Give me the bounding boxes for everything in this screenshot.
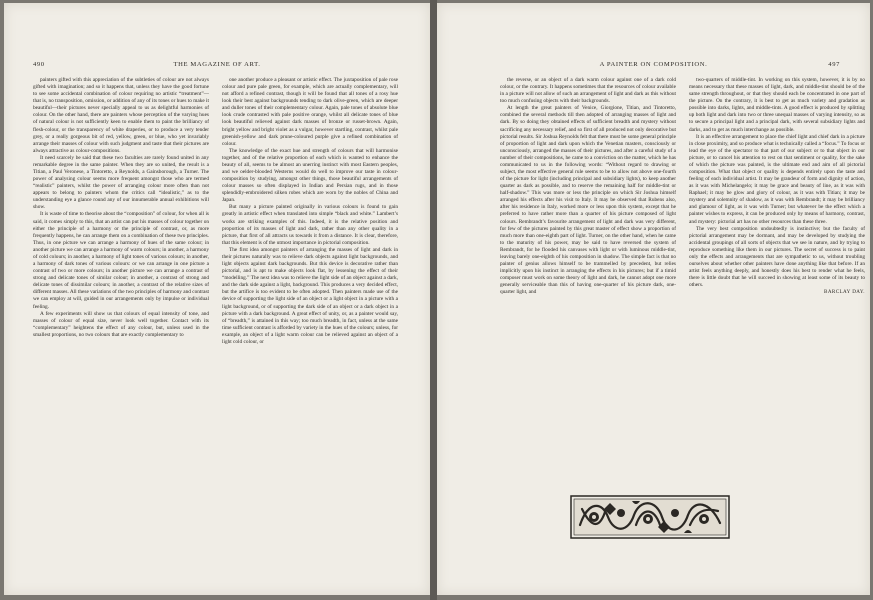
running-head: A PAINTER ON COMPOSITION. [599,61,708,68]
paragraph: At length the great painters of Venice, Giorgione, Titian, and Tintoretto, combined the several methods till then adopted of arranging masses of light and dark. By so doing they obtained effects of sufficient breadth and mystery without sacrificing any necessary relief, and so first of all produced not only decorative but pictorial results. Sir Joshua Reynolds felt that there must be some general principle of proportion of light and dark upon which the Venetian masters, consciously or unconsciously, arranged the masses of their pictures, and after a careful study of a number of their compositions, he came to a conviction on the matter, which he has communicated to us in the following words: “Without regard to drawing or subject, the most effective general rule seems to be to allow not above one-fourth of the picture for light (including principal and subsidiary lights), to keep another quarter as dark as possible, and to reserve the remaining half for middle-tint or half-shadow.” This was more or less the principle on which Sir Joshua himself arranged his effects after his visit to Italy. It may be observed that Rubens also, after his residence in Italy, worked more or less upon this system, except that he preferred to have rather more than a quarter of his picture composed of light colours. Rembrandt’s favourite arrangement of light and dark was very different, for few of the pictures painted by this great master of effect show a proportion of much more than one-eighth part of light. Turner, on the other hand, when he came to the maturity of his power, may be said to have reversed the system of Rembrandt, for he flooded his canvases with light or with luminous middle-tint, leaving barely one-eighth of his composition in shadow. The simple fact is that no painter of genius allows himself to be trammelled by precedent, but relies implicitly upon his instinct in arranging the effects in his pictures; but if a timid composer must work on some theory of light and dark, he cannot adopt one more generally serviceable than this of having one-quarter of his picture dark, one-quarter light, and [500,105,676,296]
paragraph: the reverse, or an object of a dark warm colour against one of a dark cold colour, or the contrary. It happens sometimes that the resources of colour available in a picture will not allow of such an arrangement of light and dark as this without too much confusing objects with their backgrounds. [500,77,676,105]
paragraph: two-quarters of middle-tint. In working on this system, however, it is by no means necessary that these masses of light, dark, and middle-tint should be of the same strength throughout, or that they should each be concentrated in one part of the picture. On the contrary, it is best to get as much variety and gradation as possible into darks, lights, and middle-tints. A good effect is produced by splitting up both light and dark into two or three unequal masses of varying intensity, so as to secure a principal light and a principal dark, with several subsidiary lights and darks, and to get as much interchange as possible. [689,77,865,133]
decorative-tailpiece-ornament [570,495,730,539]
left-page-column-2 [222,77,398,577]
paragraph: painters gifted with this appreciation of the subtleties of colour are not always gifted with imagination; and so it happens that, unless they have the good fortune to see some accidental combination of colour requiring no artistic “treatment”—that is, no transposition, omission, or addition of any of its tones or hues to make it beautiful—their pictures never specially appeal to us as delightful harmonies of colour. On the other hand, there are painters whose perception of the varying hues of natural colour is not sufficiently keen to enable them to paint the brilliancy of flesh-colour, or the transparency of white draperies, or to produce a very tender grey, or a really gorgeous bit of red, yellow, green, or blue, who yet invariably arrange their masses of colour with such judgment and taste that their pictures are always attractive as colour-compositions. [33,77,209,154]
paragraph: It is an effective arrangement to place the chief light and chief dark in a picture in close proximity, and so produce what is technically called a “focus.” To focus or lead the eye of the spectator to that part of our subject or to that object in our picture, or to cancel his attention to rest on that sentiment or quality, for the sake of which the picture was painted, is the ultimate end and aim of all pictorial composition. What that object or quality is depends entirely upon the taste and feeling of each individual artist. It may be grandeur of form and dignity of action, as it was with Michelangelo; it may be grace and beauty of line, as it was with Raphael; it may be glow and glory of colour, as it was with Titian; it may be mystery and solemnity of shadow, as it was with Rembrandt; it may be brilliancy and glamour of light, as it was with Turner; but whatever be the effect which a painter wishes to express, it can be produced only by means of harmony, contrast, and mystery: pictorial art has no other resources than these three. [689,133,865,225]
page-number: 497 [828,61,840,68]
left-page [4,3,430,595]
right-page-header [437,61,870,73]
book-gutter [430,0,437,600]
page-number: 490 [33,61,45,68]
paragraph: It need scarcely be said that these two faculties are rarely found united in any remarkable degree in the same painter. When they are so united, the result is a Titian, a Paul Veronese, a Tintoretto, a Reynolds, a Gainsborough, a Turner. The power of analysing colour seems more frequent amongst those who are termed “realistic” painters, whilst the power of arranging colour more often than not appears to belong to painters whom the critics call “idealistic,” as to the understanding eye a glance round any of our innumerable annual exhibitions will show. [33,154,209,211]
paragraph: The very best composition undoubtedly is instinctive; but the faculty of pictorial arrangement may be dormant, and may be developed by studying the accidental groupings of all sorts of objects that we see in nature, and by trying to reproduce something like them in our pictures. The secret of success is to paint only the effects and arrangements that are sympathetic to us, without troubling ourselves about whether other painters have done anything like that before. If an artist feels anything deeply, and honestly does his best to render what he feels, there is little doubt that he will succeed in showing at least some of its beauty to others. [689,225,865,289]
running-head: THE MAGAZINE OF ART. [173,61,261,68]
left-page-column-1 [33,77,209,577]
paragraph: The first idea amongst painters of arranging the masses of light and dark in their pictures naturally was to relieve dark objects against light backgrounds, and light objects against dark backgrounds. But this device is decorative rather than pictorial, and is apt to make objects look flat, by lessening the effect of their “modelling.” The next idea was to relieve the light side of an object against a dark, and the dark side against a light, background. This produces a very decided effect, but the artifice is too evident to be often adopted. Then painters made use of the device of supporting the light side of an object or a light object in a picture with a light background, or of supporting the dark side of an object or a dark object in a picture with a dark background. A great effect of unity, or, as a painter would say, of “breadth,” is attained in this way; too much breadth, in fact, unless at the same time sufficient contrast is afforded by variety in the hues of the colours; unless, for example, an object of a light warm colour can be relieved against an object of a light cold colour, or [222,246,398,345]
paragraph: But many a picture painted originally in various colours is found to gain greatly in artistic effect when translated into simple “black and white.” Lambert’s works are striking examples of this. Indeed, it is the relative position and proportion of its masses of light and dark, rather than any other quality in a picture, that first of all attracts us towards it from a distance. It is clear, therefore, that this element is of the utmost importance in pictorial composition. [222,204,398,246]
paragraph: The knowledge of the exact hue and strength of colours that will harmonise together, and of the relative proportion of each which is wanted to enhance the beauty of all, seems to be almost an unerring instinct with most Eastern peoples, and we oelder-blooded Westerns would do well to improve our taste in colour-composition by studying, amongst other things, those beautiful arrangements of colour masses so often displayed in Indian and Persian rugs, and in those splendidly-embroidered silken robes which are worn by the nobles of China and Japan. [222,147,398,204]
left-page-header [4,61,430,73]
paragraph: A few experiments will show us that colours of equal intensity of tone, and masses of colour of equal size, never look well together. Contact with its “complementary” heightens the effect of any colour, but, unless used in the smallest proportions, no two colours that are exactly complementary to [33,310,209,338]
paragraph: It is waste of time to theorise about the “composition” of colour, for when all is said, it comes simply to this, that an artist can put his masses of colour together on either the principle of a harmony or the principle of contrast, or, as more frequently happens, he can arrange them on a combination of these two principles. Thus, in one picture we can arrange a harmony of hues of the same colour; in another picture we can arrange a harmony of warm colours; in another, a harmony of cold colours; in another, a harmony of light tones of various colours; in another, a harmony of dark tones of various colours: or we can arrange in one picture a contrast of two or more colours; in another picture we can arrange a contrast of strong and delicate tones of similar colour; in another, a contrast of strong and delicate tones of dissimilar colours; in another, a contrast of the relative sizes of different masses. All these variations of the two principles of harmony and contrast we can employ at will, guided in our arrangements only by impulse or individual feeling. [33,211,209,310]
paragraph: one another produce a pleasant or artistic effect. The juxtaposition of pale rose colour and pure pale green, for example, which are actually complementary, will not afford a refined contrast, though it will be found that all tones of a rosy hue look their best against backgrounds tending to dark olive-green, which are deeper and duller tones of their complementary colour. Again, pale tones of absolute blue look crude contrasted with pale positive orange, whilst all delicate tones of blue look beautiful relieved against dark masses of bronze or russet-brown. Again, bright yellow and bright violet as a vulgar, however startling, contrast, whilst pale greenish-yellow and dark prune-coloured purple give a refined combination of colour. [222,77,398,147]
right-page [437,3,870,595]
right-page-column-2 [689,77,865,457]
author-signature: BARCLAY DAY. [824,289,865,296]
